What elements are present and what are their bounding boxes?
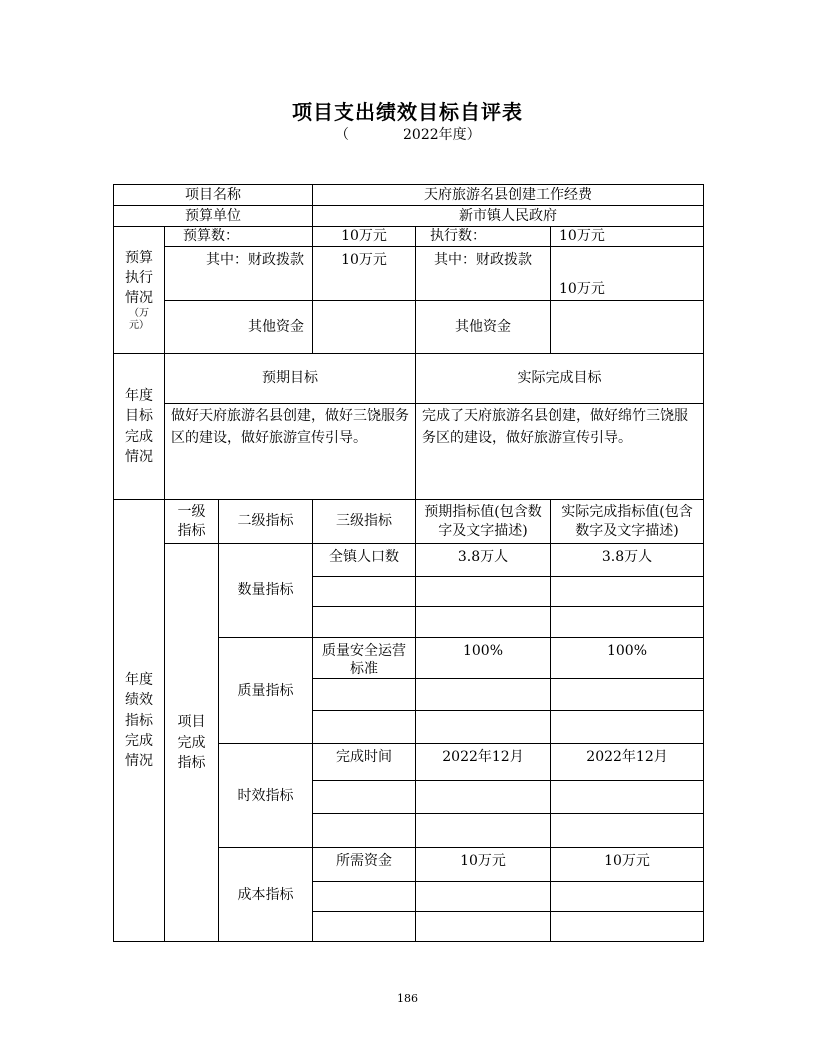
expected-value: 100% [416,638,551,679]
expected-value [416,607,551,638]
group-name: 数量指标 [219,544,313,638]
project-name-label: 项目名称 [114,185,313,206]
expected-value: 2022年12月 [416,744,551,781]
expected-value [416,577,551,607]
indicator-name [313,814,416,848]
indicator-name [313,679,416,711]
actual-value [551,607,704,638]
other-funds-label: 其他资金 [165,301,313,354]
actual-goal-text: 完成了天府旅游名县创建，做好绵竹三饶服务区的建设，做好旅游宣传引导。 [416,404,704,500]
indicator-name [313,607,416,638]
subtitle-year: 2022年度） [403,127,481,143]
level1-value-text: 项目完成指标 [177,714,206,771]
page-number: 186 [397,992,418,1005]
exec-amount-label: 执行数： [416,227,551,247]
fiscal-budget-value: 10万元 [313,247,416,301]
col-level3-header: 三级指标 [313,500,416,544]
actual-value: 100% [551,638,704,679]
budget-amount-value: 10万元 [313,227,416,247]
indicator-name [313,882,416,912]
indicator-name: 完成时间 [313,744,416,781]
budget-amount-label: 预算数： [165,227,313,247]
expected-value [416,882,551,912]
indicator-name [313,912,416,942]
budget-section-unit: （万元） [129,308,149,332]
expected-value [416,814,551,848]
expected-value: 10万元 [416,848,551,882]
budget-unit-label: 预算单位 [114,206,313,227]
exec-amount-value: 10万元 [551,227,704,247]
actual-value [551,679,704,711]
indicator-name [313,781,416,814]
budget-section-title: 预算执行情况 [125,249,153,307]
fiscal-exec-label: 其中：财政拨款 [416,247,551,301]
col-expected-header: 预期指标值(包含数字及文字描述) [416,500,551,544]
indicator-name: 质量安全运营标准 [313,638,416,679]
indicator-name: 所需资金 [313,848,416,882]
other-funds-value [313,301,416,354]
other-funds-exec-label: 其他资金 [416,301,551,354]
col-level1-header: 一级指标 [165,500,219,544]
group-name: 质量指标 [219,638,313,744]
actual-value [551,882,704,912]
expected-value [416,912,551,942]
performance-title: 年度绩效指标完成情况 [125,671,153,770]
col-actual-header: 实际完成指标值(包含数字及文字描述) [551,500,704,544]
annual-goal-section-label [114,354,165,500]
expected-value [416,711,551,744]
indicator-name [313,577,416,607]
expected-value [416,781,551,814]
actual-value: 3.8万人 [551,544,704,577]
page-title: 项目支出绩效目标自评表 [292,100,523,124]
expected-value: 3.8万人 [416,544,551,577]
expected-value [416,679,551,711]
budget-section-label [114,227,165,354]
actual-value [551,577,704,607]
level1-value [165,544,219,942]
budget-unit-value: 新市镇人民政府 [313,206,704,227]
indicator-name [313,711,416,744]
project-name-value: 天府旅游名县创建工作经费 [313,185,704,206]
actual-value: 10万元 [551,848,704,882]
fiscal-budget-label: 其中：财政拨款 [165,247,313,301]
actual-value [551,814,704,848]
other-funds-exec-value [551,301,704,354]
actual-value [551,711,704,744]
actual-value: 2022年12月 [551,744,704,781]
group-name: 成本指标 [219,848,313,942]
subtitle-paren: （ [335,127,349,143]
actual-value [551,781,704,814]
annual-goal-title: 年度目标完成情况 [125,387,153,465]
actual-value [551,912,704,942]
indicator-name: 全镇人口数 [313,544,416,577]
fiscal-exec-value: 10万元 [551,247,704,301]
expected-goal-text: 做好天府旅游名县创建，做好三饶服务区的建设，做好旅游宣传引导。 [165,404,416,500]
col-level2-header: 二级指标 [219,500,313,544]
group-name: 时效指标 [219,744,313,848]
actual-goal-header: 实际完成目标 [416,354,704,404]
expected-goal-header: 预期目标 [165,354,416,404]
evaluation-table [113,184,704,942]
performance-section-label [114,500,165,942]
